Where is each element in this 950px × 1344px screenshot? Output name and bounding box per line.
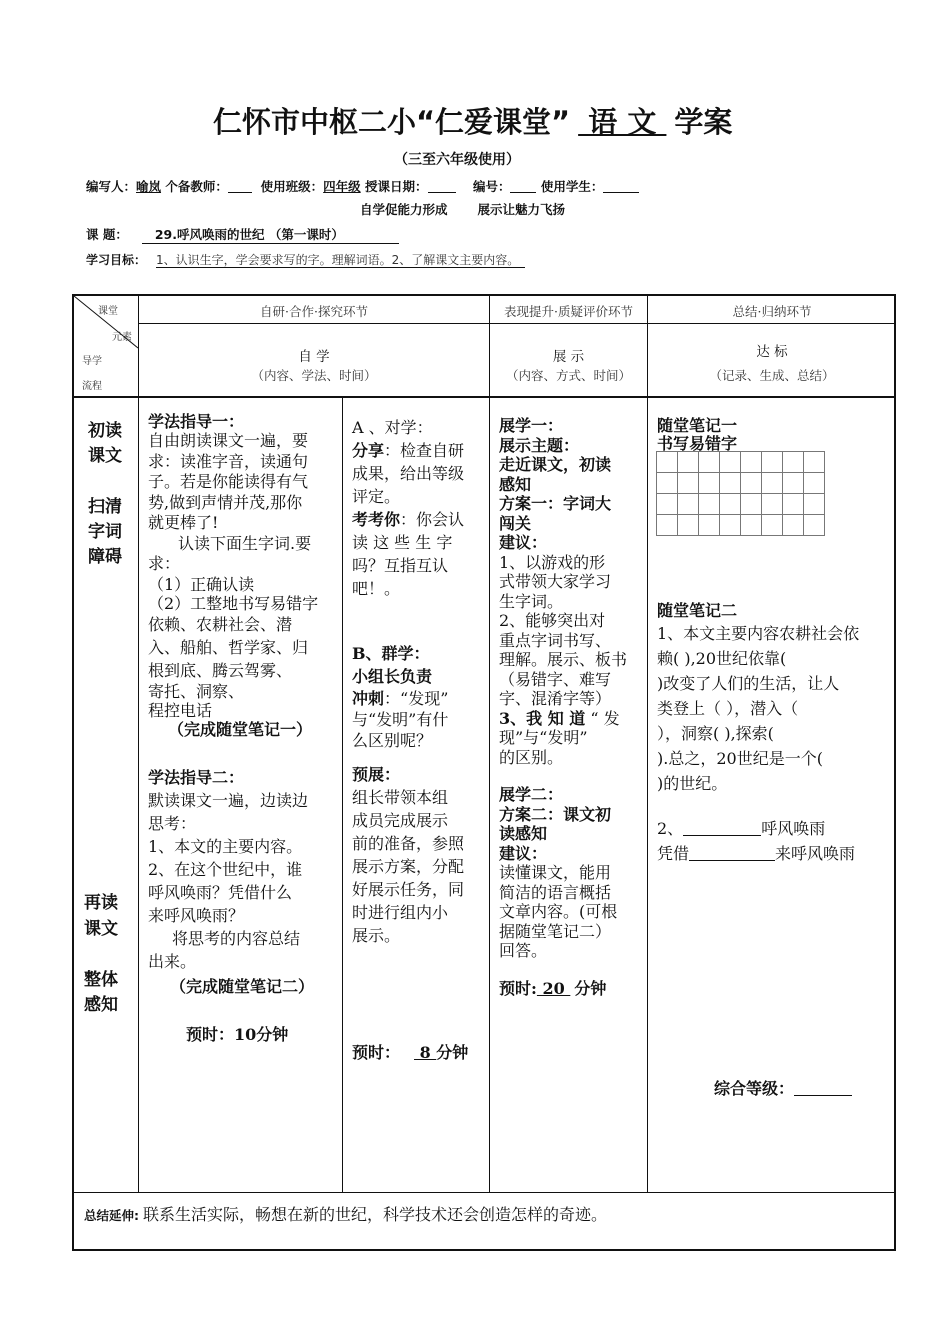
text-line: )改变了人们的生活，让人 [657, 674, 840, 693]
show-column [499, 416, 627, 998]
text-line: 赖( ),20世纪依靠( [657, 649, 787, 668]
divider [138, 296, 139, 1192]
corner-left1: 导学 [82, 356, 102, 367]
text-line: 1、以游戏的形 [499, 552, 606, 572]
guide2-title: 学法指导二： [148, 768, 245, 787]
grade-label: 综合等级： [714, 1079, 795, 1098]
text-line: 1、本文主要内容农耕社会依 [657, 624, 860, 643]
preview-title: 预展： [352, 765, 401, 784]
text-line: 文章内容。(可根 [499, 902, 618, 921]
writer-value: 喻岚 [136, 179, 162, 194]
col-2-title: 表现提升·质疑评价环节 [504, 304, 633, 319]
note1-subtitle: 书写易错字 [657, 434, 738, 453]
goal-line [86, 251, 525, 268]
subtitle: （三至六年级使用） [394, 152, 520, 168]
text-line: ：检查自研 [384, 441, 465, 460]
text-line: 组长带领本组 [352, 788, 449, 807]
plan1-line: 闯关 [499, 513, 532, 533]
q2-prefix: 2、 [657, 819, 684, 838]
text-line: 呼风唤雨？凭借什么 [148, 883, 293, 902]
flow-step: 课文 [88, 446, 122, 466]
plan2-line: 读感知 [499, 824, 548, 843]
text-line: 据随堂笔记二） [499, 921, 612, 941]
text-line: 认读下面生字词.要 [178, 533, 312, 553]
time-unit: 分钟 [436, 1043, 469, 1062]
text-line: 寄托、洞察、 [148, 681, 245, 701]
theme-line: 感知 [499, 474, 532, 494]
text-line: 现”与“发明” [499, 728, 588, 747]
q3-suffix: 来呼风唤雨 [775, 844, 856, 863]
text-line: 默读课文一遍，边读边 [148, 791, 309, 810]
col-2-desc: （内容、方式、时间） [505, 368, 631, 383]
writing-grid [656, 451, 825, 536]
text-line: ），洞察( ),探索( [657, 724, 774, 743]
text-line: 来呼风唤雨？ [148, 906, 245, 925]
motto-2: 展示让魅力飞扬 [477, 202, 566, 217]
group-study-title: B、群学： [352, 644, 430, 663]
text-line: 成果，给出等级 [352, 464, 465, 483]
grade-blank [794, 1081, 852, 1096]
time-value: 20 [536, 978, 571, 998]
flow-step: 再读 [84, 893, 118, 913]
text-line: 重点字词书写、 [499, 630, 612, 650]
number-blank [510, 178, 536, 193]
time-estimate: 预时：10分钟 [186, 1025, 289, 1044]
test-label: 考考你 [352, 510, 401, 529]
text-line: 势,做到声情并茂,那你 [148, 492, 303, 512]
complete-note2: （完成随堂笔记二） [170, 977, 315, 996]
student-blank [603, 178, 639, 193]
note1-title: 随堂笔记一 [657, 416, 738, 435]
text-line: ：“发现” [384, 689, 449, 708]
text-line: （1）正确认读 [148, 574, 255, 594]
text-line: 理解。展示、板书 [499, 650, 628, 669]
text-line: 就更棒了! [148, 513, 219, 532]
show2-title: 展学二： [499, 785, 564, 804]
corner-left2: 流程 [82, 381, 102, 392]
plan1-line: 方案一：字词大 [499, 494, 612, 513]
col-1-desc: （内容、学法、时间） [251, 368, 377, 383]
title-part2: 学案 [674, 105, 733, 139]
time-value: 8 [414, 1043, 437, 1062]
text-line: “ 发 [585, 708, 620, 728]
note2 [657, 601, 859, 866]
text-line: 思考： [148, 814, 197, 833]
note2-title: 随堂笔记二 [657, 601, 738, 620]
text-line: 式带领大家学习 [499, 572, 612, 591]
text-line: 求： [148, 554, 181, 573]
text-line: 1、本文的主要内容。 [148, 837, 303, 856]
text-line: （易错字、难写 [499, 669, 612, 689]
text-line: 与“发明”有什 [352, 710, 449, 729]
flow-step: 课文 [84, 919, 118, 939]
text-line: 时进行组内小 [352, 903, 449, 922]
text-line: 2、在这个世纪中，谁 [148, 860, 303, 879]
divider [74, 396, 896, 398]
student-label: 使用学生： [540, 179, 604, 194]
text-line: 求：读准字音，读通句 [148, 451, 309, 471]
motto-1: 自学促能力形成 [360, 202, 448, 217]
divider [342, 397, 343, 1192]
text-line: 吧！。 [352, 579, 401, 598]
text-line: ).总之，20世纪是一个( [657, 749, 823, 768]
guide1-title: 学法指导一： [148, 412, 245, 431]
divider [489, 296, 490, 1192]
text-line: 前的准备，参照 [352, 834, 465, 853]
text-line: 简洁的语言概括 [499, 882, 612, 902]
pair-study-title: A 、对学： [352, 418, 433, 437]
text-line: 依赖、农耕社会、潜 [148, 614, 293, 634]
text-line: 读懂课文，能用 [499, 863, 612, 882]
lesson-line [86, 225, 399, 244]
theme-line: 走近课文，初读 [499, 455, 612, 474]
fill-line [657, 841, 859, 866]
text-line: 自由朗读课文一遍，要 [148, 431, 309, 450]
complete-note1: （完成随堂笔记一） [168, 719, 313, 739]
text-line: 读 这 些 生 字 [352, 533, 453, 552]
text-line: 么区别呢？ [352, 731, 433, 750]
text-line: ：你会认 [400, 510, 465, 529]
divider [138, 323, 896, 324]
goal-value: 1、认识生字，学会要求写的字。理解词语。2、了解课文主要内容。 [156, 253, 525, 268]
divider [74, 1192, 896, 1193]
advice2-label: 建议： [499, 843, 548, 863]
col-1-name: 自 学 [298, 349, 330, 365]
flow-step: 字词 [88, 522, 122, 542]
sprint-label: 冲刺 [352, 689, 385, 708]
flow-step: 初读 [88, 421, 122, 441]
grade-line [714, 1076, 852, 1099]
prep-teacher-blank [228, 178, 252, 193]
q3-prefix: 凭借 [657, 844, 690, 863]
time-unit: 分钟 [574, 978, 607, 998]
class-label: 使用班级： [260, 179, 324, 194]
text-line: 成员完成展示 [352, 811, 449, 830]
fill-line [657, 816, 859, 841]
text-line: )的世纪。 [657, 774, 728, 793]
q2-suffix: 呼风唤雨 [761, 819, 826, 838]
advice-label: 建议： [499, 533, 548, 552]
writer-label: 编写人： [86, 179, 137, 194]
text-line: （2）工整地书写易错字 [148, 593, 319, 613]
summary-text: 联系生活实际，畅想在新的世纪，科学技术还会创造怎样的奇迹。 [143, 1205, 608, 1224]
text-line: 回答。 [499, 941, 548, 960]
theme-label: 展示主题： [499, 435, 580, 455]
text-line: 将思考的内容总结 [172, 929, 301, 948]
title-part1: 仁怀市中枢二小“仁爱课堂” [213, 105, 571, 139]
text-line: 子。若是你能读得有气 [148, 472, 309, 491]
col-1-title: 自研·合作·探究环节 [260, 304, 368, 319]
motto [360, 200, 565, 218]
text-line: 展示方案，分配 [352, 857, 465, 876]
number-label: 编号： [472, 179, 511, 194]
date-blank [428, 178, 456, 193]
flow-step: 整体 [84, 970, 118, 990]
q2-blank [683, 821, 761, 836]
flow-step: 障碍 [88, 547, 122, 567]
text-line: 生字词。 [499, 591, 564, 611]
date-label: 授课日期： [365, 179, 428, 194]
text-line: 类登上（ ），潜入（ [657, 699, 799, 718]
corner-top: 课堂 [98, 306, 118, 317]
lesson-label: 课 题： [86, 227, 128, 242]
text-line: 入、船舶、哲学家、归 [148, 637, 309, 657]
class-value: 四年级 [323, 179, 361, 194]
prep-teacher-label: 个备教师： [165, 179, 228, 194]
corner-mid: 元素 [112, 332, 132, 343]
divider [647, 296, 648, 1192]
text-line: 根到底、腾云驾雾、 [148, 660, 293, 680]
text-line: 的区别。 [499, 747, 564, 767]
summary-label: 总结延伸: [84, 1208, 139, 1223]
flow-step: 感知 [84, 995, 118, 1015]
text-line: 程控电话 [148, 700, 213, 720]
lesson-value: 29.呼风唤雨的世纪 （第一课时） [142, 225, 399, 244]
selfstudy-b [352, 416, 468, 1064]
text-line: 吗？互指互认 [352, 556, 449, 575]
show-time [499, 979, 627, 999]
show1-title: 展学一： [499, 416, 564, 435]
subject-field: 语 文 [578, 105, 667, 139]
time-label: 预时: [499, 978, 537, 998]
col-3-desc: （记录、生成、总结） [709, 368, 835, 383]
goal-label: 学习目标： [86, 253, 147, 267]
summary-row [84, 1202, 607, 1225]
text-line: 2、能够突出对 [499, 611, 606, 630]
plan2-line: 方案二：课文初 [499, 804, 612, 824]
time-estimate [352, 1041, 468, 1064]
share-label: 分享 [352, 441, 385, 460]
page-title [213, 100, 732, 141]
col-2-name: 展 示 [552, 349, 585, 365]
text-line: 评定。 [352, 487, 401, 506]
flow-step: 扫清 [88, 497, 122, 517]
text-line: 出来。 [148, 952, 197, 971]
col-3-name: 达 标 [756, 344, 788, 360]
info-line [86, 177, 639, 195]
q3-blank [689, 846, 775, 861]
text-line: 好展示任务，同 [352, 880, 465, 899]
text-line: 字、混淆字等） [499, 689, 612, 708]
time-label: 预时： [352, 1043, 401, 1062]
text-line: 展示。 [352, 926, 401, 945]
a3-label: 3、我 知 道 [499, 708, 586, 728]
leader-line: 小组长负责 [352, 667, 433, 686]
col-3-title: 总结·归纳环节 [732, 304, 812, 319]
selfstudy-a [148, 412, 318, 1046]
lesson-table [72, 294, 896, 1251]
